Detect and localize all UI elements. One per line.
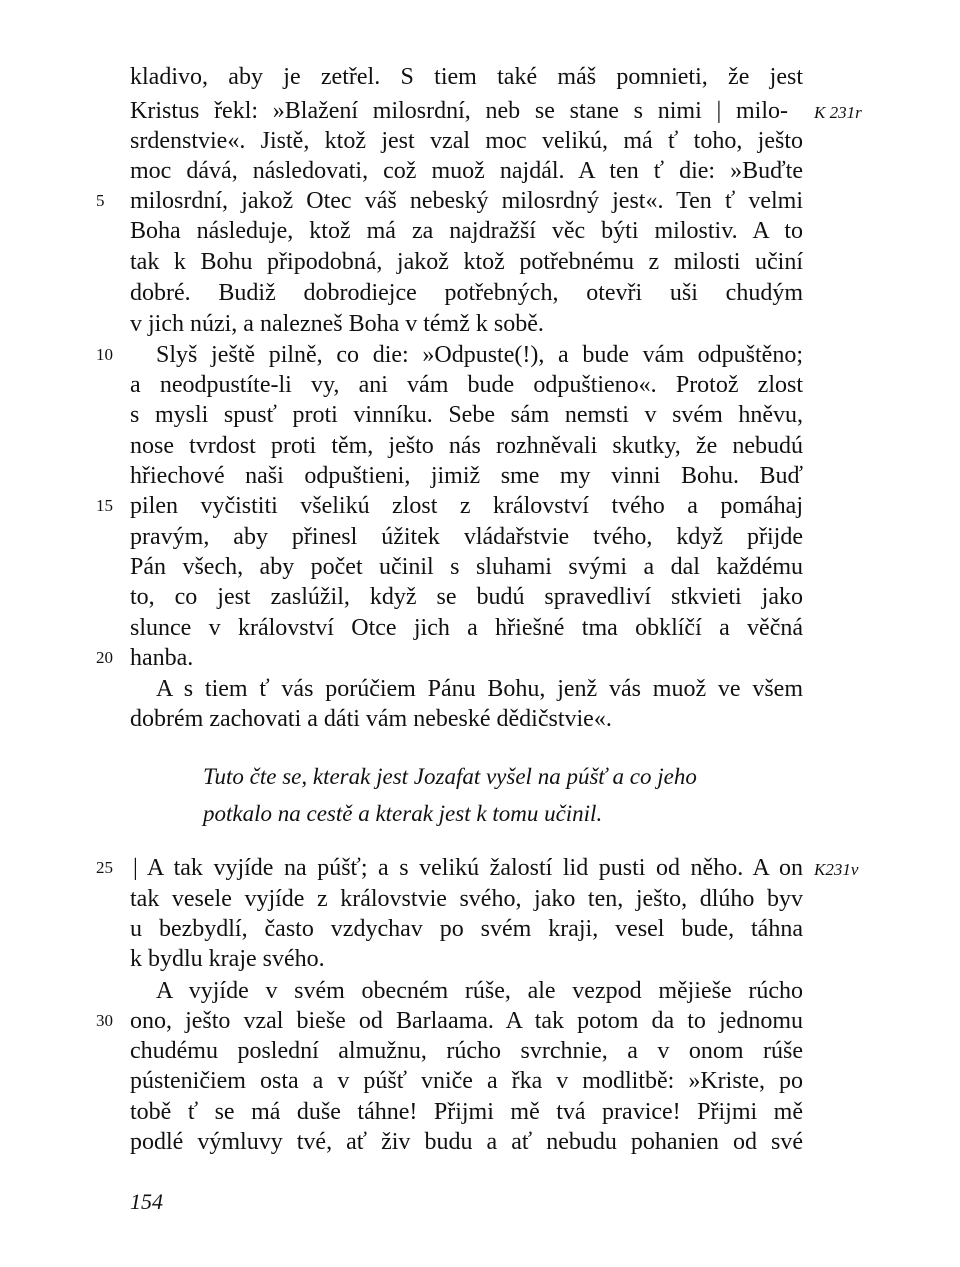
text-line: A vyjíde v svém obecném rúše, ale vezpod mějieše rúcho	[156, 978, 803, 1004]
text-line: srdenstvie«. Jistě, ktož jest vzal moc velikú, má ť toho, ješto	[130, 128, 803, 154]
text-line: tak vesele vyjíde z královstvie svého, jako ten, ješto, dlúho byv	[130, 886, 803, 912]
text-line: tak k Bohu připodobná, jakož ktož potřebnému z milosti učiní	[130, 249, 803, 275]
line-number: 10	[96, 345, 113, 364]
margin-folio-note: K 231r	[814, 103, 862, 122]
chapter-heading-line: potkalo na cestě a kterak jest k tomu učinil.	[203, 801, 603, 826]
text-line: Boha následuje, ktož má za najdražší věc býti milostiv. A to	[130, 218, 803, 244]
text-line: u bezbydlí, často vzdychav po svém kraji, vesel bude, táhna	[130, 916, 803, 942]
text-line: to, co jest zaslúžil, když se budú spravedliví stkvieti jako	[130, 584, 803, 610]
text-line: Kristus řekl: »Blažení milosrdní, neb se stane s nimi | milo-	[130, 98, 788, 124]
text-line: a neodpustíte-li vy, ani vám bude odpuštieno«. Protož zlost	[130, 372, 803, 398]
text-line: slunce v království Otce jich a hřiešné tma obklíčí a věčná	[130, 615, 803, 641]
text-line: pravým, aby přinesl úžitek vládařstvie tvého, když přijde	[130, 524, 803, 550]
text-line: hanba.	[130, 645, 194, 671]
text-line: Pán všech, aby počet učinil s sluhami svými a dal každému	[130, 554, 803, 580]
line-number: 15	[96, 496, 113, 515]
line-number: 5	[96, 191, 105, 210]
text-line: pilen vyčistiti všelikú zlost z království tvého a pomáhaj	[130, 493, 803, 519]
text-line: kladivo, aby je zetřel. S tiem také máš pomnieti, že jest	[130, 64, 803, 90]
chapter-heading-line: Tuto čte se, kterak jest Jozafat vyšel na púšť a co jeho	[203, 764, 697, 789]
text-line: k bydlu kraje svého.	[130, 946, 325, 972]
text-line: chudému poslední almužnu, rúcho svrchnie, a v onom rúše	[130, 1038, 803, 1064]
text-line: ono, ješto vzal bieše od Barlaama. A tak potom da to jednomu	[130, 1008, 803, 1034]
margin-folio-note: K231v	[814, 860, 859, 879]
text-line: A s tiem ť vás porúčiem Pánu Bohu, jenž vás muož ve všem	[156, 676, 803, 702]
line-number: 20	[96, 648, 113, 667]
text-line: moc dává, následovati, což muož najdál. A ten ť die: »Buďte	[130, 158, 803, 184]
text-line: pústeničiem osta a v púšť vniče a řka v modlitbě: »Kriste, po	[130, 1068, 803, 1094]
text-line: hřiechové naši odpuštieni, jimiž sme my vinni Bohu. Buď	[130, 463, 803, 489]
page-number: 154	[130, 1189, 163, 1214]
text-line: dobré. Budiž dobrodiejce potřebných, otevři uši chudým	[130, 280, 803, 306]
text-line: dobrém zachovati a dáti vám nebeské dědičstvie«.	[130, 706, 612, 732]
line-number: 25	[96, 858, 113, 877]
text-line: nose tvrdost proti těm, ješto nás rozhněvali skutky, že nebudú	[130, 433, 803, 459]
text-line: v jich núzi, a nalezneš Boha v témž k sobě.	[130, 311, 544, 337]
text-line: milosrdní, jakož Otec váš nebeský milosrdný jest«. Ten ť velmi	[130, 188, 803, 214]
line-number: 30	[96, 1011, 113, 1030]
text-line: podlé výmluvy tvé, ať živ budu a ať nebudu pohanien od své	[130, 1129, 803, 1155]
text-line: Slyš ještě pilně, co die: »Odpuste(!), a bude vám odpuštěno;	[156, 342, 803, 368]
text-line: tobě ť se má duše táhne! Přijmi mě tvá pravice! Přijmi mě	[130, 1099, 803, 1125]
text-line: s mysli spusť proti vinníku. Sebe sám nemsti v svém hněvu,	[130, 402, 803, 428]
text-line: | A tak vyjíde na púšť; a s velikú žalostí lid pusti od něho. A on	[133, 855, 803, 881]
